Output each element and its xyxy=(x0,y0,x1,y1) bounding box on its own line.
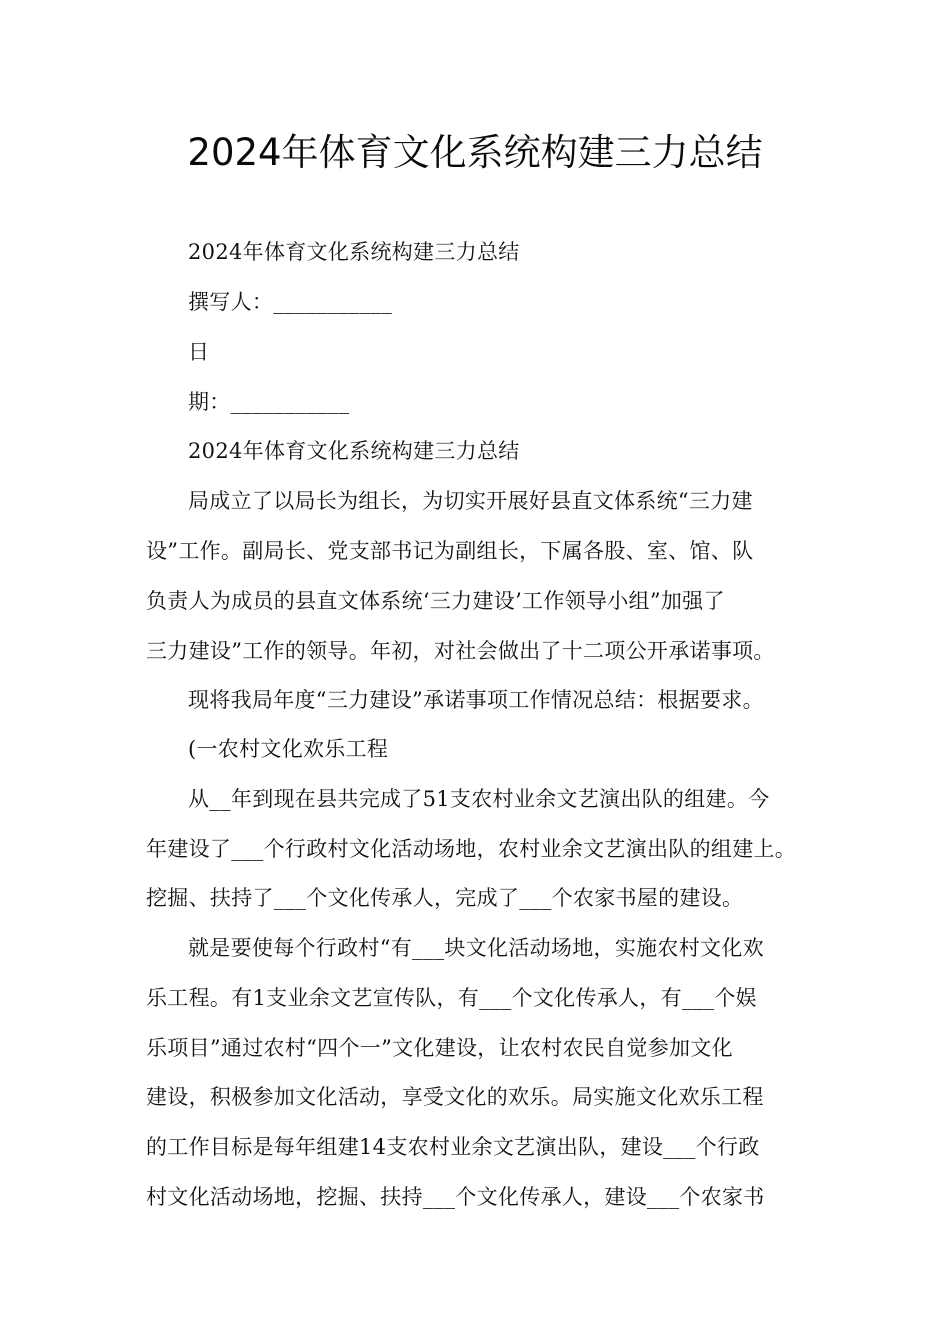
paragraph-line: 局成立了以局长为组长，为切实开展好县直文体系统“三力建 xyxy=(188,489,753,513)
paragraph-line: 三力建设”工作的领导。年初，对社会做出了十二项公开承诺事项。 xyxy=(146,639,775,663)
author-line: 撰写人：___________ xyxy=(188,290,392,314)
paragraph-line: 的工作目标是每年组建14支农村业余文艺演出队，建设___个行政 xyxy=(146,1135,760,1159)
paragraph-line: 现将我局年度“三力建设”承诺事项工作情况总结：根据要求。 xyxy=(188,688,764,712)
document-title: 2024年体育文化系统构建三力总结 xyxy=(187,131,763,174)
date-label-line: 日 xyxy=(188,340,210,364)
paragraph-line: 从__年到现在县共完成了51支农村业余文艺演出队的组建。今 xyxy=(188,787,770,811)
paragraph-line: 村文化活动场地，挖掘、扶持___个文化传承人，建设___个农家书 xyxy=(146,1185,765,1209)
subtitle-line: 2024年体育文化系统构建三力总结 xyxy=(188,240,520,264)
section-heading: 2024年体育文化系统构建三力总结 xyxy=(188,439,520,463)
paragraph-line: 年建设了___个行政村文化活动场地，农村业余文艺演出队的组建上。 xyxy=(146,837,797,861)
paragraph-line: 负责人为成员的县直文体系统‘三力建设’工作领导小组”加强了 xyxy=(146,589,725,613)
paragraph-line: 就是要使每个行政村“有___块文化活动场地，实施农村文化欢 xyxy=(188,936,764,960)
paragraph-line: 建设，积极参加文化活动，享受文化的欢乐。局实施文化欢乐工程 xyxy=(146,1085,764,1109)
paragraph-line: 挖掘、扶持了___个文化传承人，完成了___个农家书屋的建设。 xyxy=(146,886,744,910)
subsection-heading: (一农村文化欢乐工程 xyxy=(188,737,389,761)
paragraph-line: 乐项目”通过农村“四个一”文化建设，让农村农民自觉参加文化 xyxy=(146,1036,733,1060)
paragraph-line: 设”工作。副局长、党支部书记为副组长，下属各股、室、馆、队 xyxy=(146,539,754,563)
paragraph-line: 乐工程。有1支业余文艺宣传队，有___个文化传承人，有___个娱 xyxy=(146,986,757,1010)
date-line: 期：___________ xyxy=(188,390,350,414)
